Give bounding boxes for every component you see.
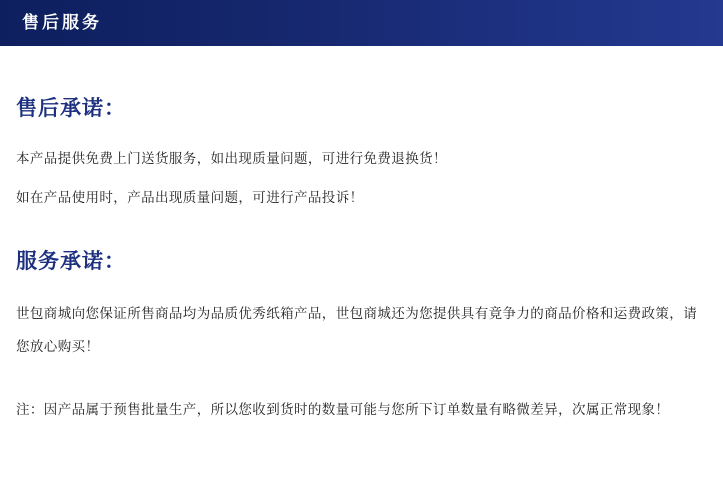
page-title: 售后服务 [22,13,102,33]
content-area [0,92,723,427]
service-note-paragraph: 注：因产品属于预售批量生产，所以您收到货时的数量可能与您所下订单数量有略微差异，次属正常现象！ [16,402,670,419]
header-bar [0,0,723,46]
section-heading-service-promise: 服务承诺： [16,249,126,273]
section-heading-after-sales-promise: 售后承诺： [16,96,126,120]
after-sales-line-2: 如在产品使用时，产品出现质量问题，可进行产品投诉！ [16,189,364,206]
after-sales-line-1: 本产品提供免费上门送货服务，如出现质量问题，可进行免费退换货！ [16,151,447,167]
service-promise-paragraph: 世包商城向您保证所售商品均为品质优秀纸箱产品，世包商城还为您提供具有竟争力的商品价格和运费政策，请您放心购买！ [16,306,698,356]
